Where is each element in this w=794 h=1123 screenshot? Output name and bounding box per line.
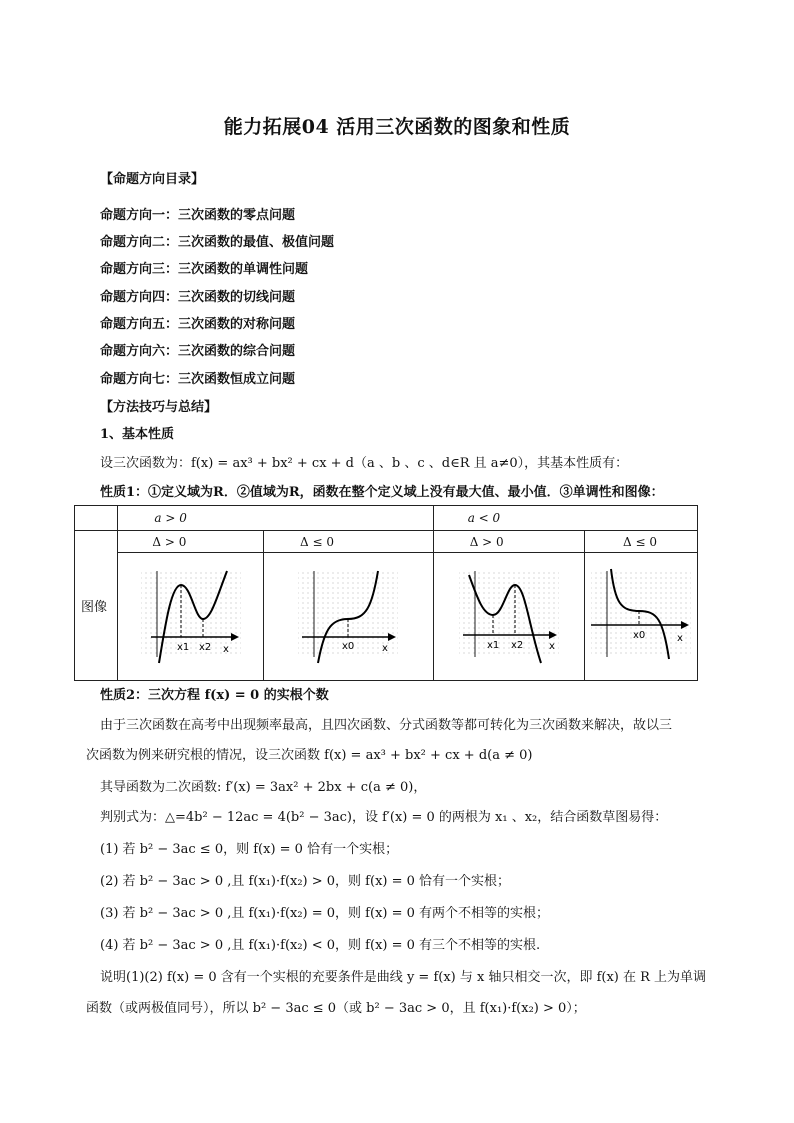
graph-cell-3 (433, 553, 584, 681)
toc-item-5: 命题方向五：三次函数的对称问题 (100, 317, 296, 332)
derivative-line: 其导函数为二次函数: f′(x) = 3ax² + 2bx + c(a ≠ 0)， (100, 780, 427, 795)
toc-item-6: 命题方向六：三次函数的综合问题 (100, 344, 296, 359)
paragraph-1-line-1: 由于三次函数在高考中出现频率最高，且四次函数、分式函数等都可转化为三次函数来解决，故以三 (100, 718, 673, 733)
axis-label-x: x (677, 632, 683, 644)
toc-item-3: 命题方向三：三次函数的单调性问题 (100, 262, 309, 277)
header-delta-pos-1: Δ > 0 (118, 531, 264, 553)
axis-label-x: x (382, 642, 389, 654)
table-corner (75, 506, 118, 531)
header-a-negative (433, 506, 697, 531)
paragraph-1-line-2: 次函数为例来研究根的情况，设三次函数 f(x) = ax³ + bx² + cx + d(a ≠ 0) (86, 748, 533, 763)
header-a-negative-text: a < 0 (467, 511, 501, 525)
header-a-positive-text: a > 0 (154, 511, 187, 525)
property-1: 性质1：①定义域为R．②值域为R，函数在整个定义域上没有最大值、最小值．③单调性和图像： (100, 485, 664, 500)
graph-falling-two-extrema (453, 567, 565, 667)
toc-item-2: 命题方向二：三次函数的最值、极值问题 (100, 235, 335, 250)
header-delta-pos-2: Δ > 0 (433, 531, 584, 553)
note-line-1: 说明(1)(2) f(x) = 0 含有一个实根的充要条件是曲线 y = f(x) 与 x 轴只相交一次，即 f(x) 在 R 上为单调 (100, 970, 707, 985)
method-heading: 【方法技巧与总结】 (100, 400, 218, 415)
axis-label-x: x (548, 640, 555, 652)
graph-cell-4 (585, 553, 698, 681)
graph-table (74, 505, 698, 681)
tick-x2: x2 (198, 641, 211, 653)
page-title: 能力拓展04 活用三次函数的图象和性质 (223, 116, 571, 138)
tick-x1: x1 (176, 641, 189, 653)
graph-falling-monotone (585, 567, 697, 667)
case-1: (1) 若 b² − 3ac ≤ 0，则 f(x) = 0 恰有一个实根； (100, 842, 399, 857)
toc-heading: 【命题方向目录】 (100, 172, 205, 187)
tick-x2: x2 (510, 639, 524, 651)
toc-item-7: 命题方向七：三次函数恒成立问题 (100, 372, 296, 387)
tick-x0: x0 (342, 640, 355, 652)
graph-rising-two-extrema (135, 567, 247, 667)
header-delta-le-1: Δ ≤ 0 (263, 531, 433, 553)
case-3: (3) 若 b² − 3ac > 0 ,且 f(x₁)·f(x₂) = 0，则 f(x) = 0 有两个不相等的实根； (100, 906, 550, 921)
setup-line: 设三次函数为：f(x) = ax³ + bx² + cx + d（a 、b 、c 、d∈R 且 a≠0），其基本性质有： (100, 456, 629, 471)
tick-x0: x0 (633, 629, 646, 641)
graph-cell-1 (118, 553, 264, 681)
property-2: 性质2：三次方程 f(x) = 0 的实根个数 (100, 688, 329, 703)
toc-item-4: 命题方向四：三次函数的切线问题 (100, 290, 296, 305)
case-4: (4) 若 b² − 3ac > 0 ,且 f(x₁)·f(x₂) < 0，则 f(x) = 0 有三个不相等的实根. (100, 938, 541, 953)
note-line-2: 函数（或两极值同号），所以 b² − 3ac ≤ 0（或 b² − 3ac > 0，且 f(x₁)·f(x₂) > 0）； (86, 1001, 586, 1016)
tick-x1: x1 (486, 639, 500, 651)
graph-rising-monotone (292, 567, 404, 667)
graph-cell-2 (263, 553, 433, 681)
header-delta-le-2: Δ ≤ 0 (585, 531, 698, 553)
header-a-positive (118, 506, 433, 531)
case-2: (2) 若 b² − 3ac > 0 ,且 f(x₁)·f(x₂) > 0，则 f(x) = 0 恰有一个实根； (100, 874, 511, 889)
discriminant-line: 判别式为：△=4b² − 12ac = 4(b² − 3ac)，设 f′(x) = 0 的两根为 x₁ 、x₂，结合函数草图易得： (100, 810, 668, 825)
row-label-graph: 图像 (75, 531, 118, 681)
section-heading-basic: 1、基本性质 (100, 427, 175, 442)
axis-label-x: x (222, 643, 229, 655)
toc-item-1: 命题方向一：三次函数的零点问题 (100, 208, 296, 223)
